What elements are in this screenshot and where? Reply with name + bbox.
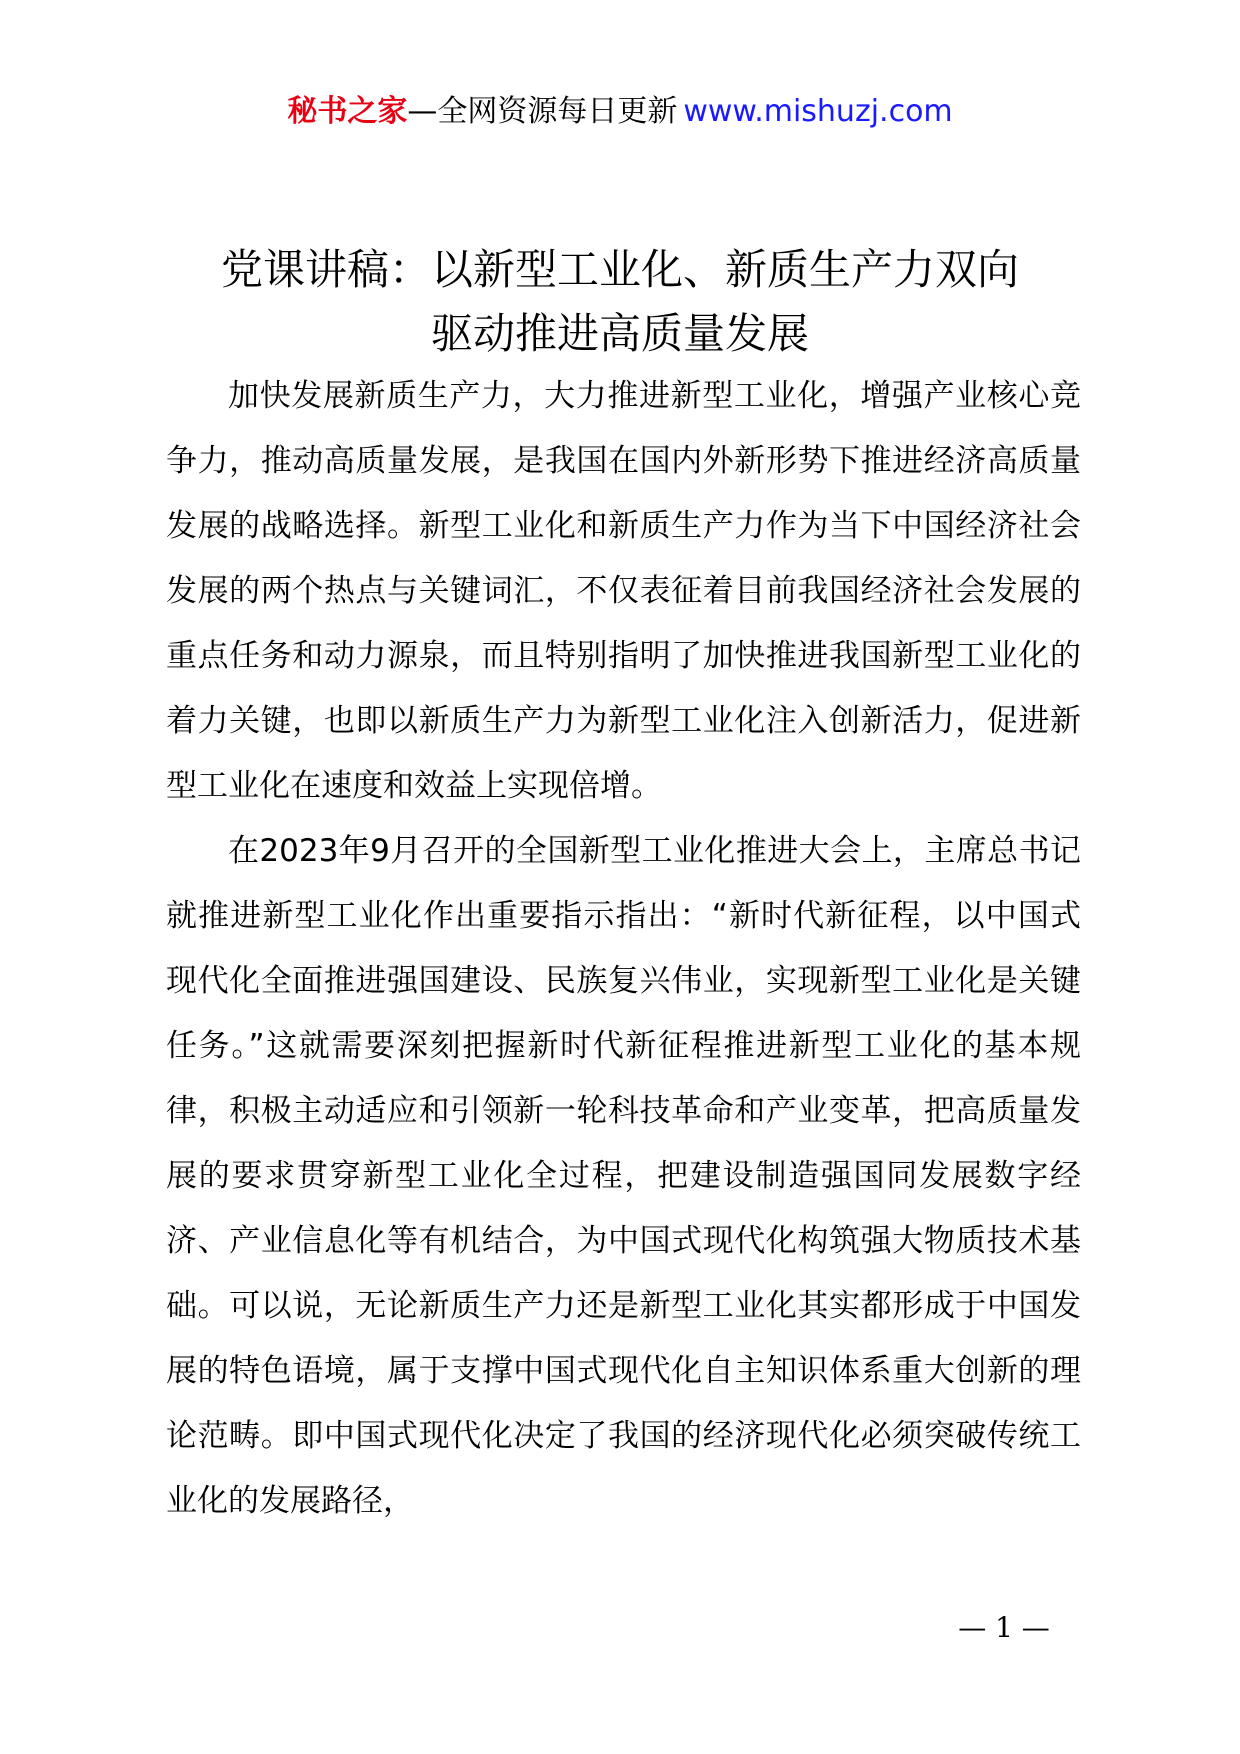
paragraph-2: 在2023年9月召开的全国新型工业化推进大会上，主席总书记就推进新型工业化作出重要指示指出：“新时代新征程，以中国式现代化全面推进强国建设、民族复兴伟业，实现新型工业化是关键任务。”这就需要深刻把握新时代新征程推进新型工业化的基本规律，积极主动适应和引领新一轮科技革命和产业变革，把高质量发展的要求贯穿新型工业化全过程，把建设制造强国同发展数字经济、产业信息化等有机结合，为中国式现代化构筑强大物质技术基础。可以说，无论新质生产力还是新型工业化其实都形成于中国发展的特色语境，属于支撑中国式现代化自主知识体系重大创新的理论范畴。即中国式现代化决定了我国的经济现代化必须突破传统工业化的发展路径， — [166, 833, 1081, 1519]
document-title — [0, 238, 1240, 366]
site-url-link[interactable]: www.mishuzj.com — [683, 94, 953, 129]
document-body — [166, 364, 1081, 1534]
paragraph-1: 加快发展新质生产力，大力推进新型工业化，增强产业核心竞争力，推动高质量发展，是我国在国内外新形势下推进经济高质量发展的战略选择。新型工业化和新质生产力作为当下中国经济社会发展的两个热点与关键词汇，不仅表征着目前我国经济社会发展的重点任务和动力源泉，而且特别指明了加快推进我国新型工业化的着力关键，也即以新质生产力为新型工业化注入创新活力，促进新型工业化在速度和效益上实现倍增。 — [166, 378, 1081, 804]
title-line-1: 党课讲稿：以新型工业化、新质生产力双向 — [220, 245, 1019, 294]
site-header — [0, 92, 1240, 132]
header-tagline: —全网资源每日更新 — [407, 94, 678, 129]
brand-name: 秘书之家 — [287, 94, 408, 129]
title-line-2: 驱动推进高质量发展 — [430, 309, 809, 358]
page-number: — 1 — — [958, 1611, 1050, 1644]
